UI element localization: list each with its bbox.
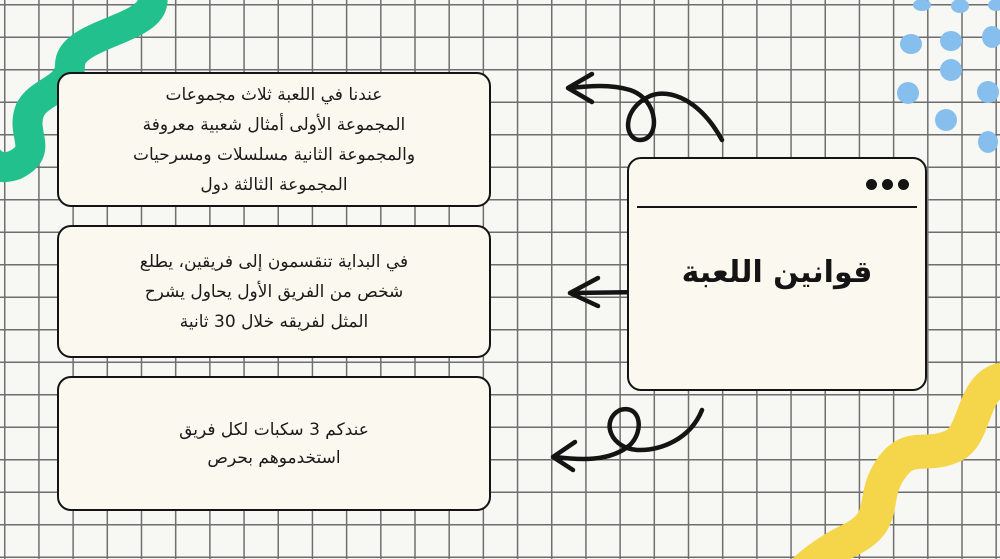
rule-text-skips: عندكم 3 سكبات لكل فريق استخدموهم بحرص (179, 419, 369, 468)
yellow-squiggle-decoration (800, 379, 1000, 559)
rule-card-groups (57, 72, 491, 207)
straight-arrow-head (570, 278, 598, 306)
blue-dots-decoration (897, 0, 1000, 153)
rule-card-skips (57, 376, 491, 511)
window-dots-icon (866, 179, 909, 190)
window-dot (898, 179, 909, 190)
page-title: قوانين اللعبة (681, 255, 873, 290)
loop-arrow-icon-bottom (555, 409, 702, 459)
loop-arrow-head-bottom (553, 442, 575, 470)
title-window (627, 157, 927, 391)
rule-text-groups: عندنا في اللعبة ثلاث مجموعات المجموعة الأولى أمثال شعبية معروفة والمجموعة الثانية مسلسلات ومسرحيات المجموعة الثالثة دول (132, 84, 416, 195)
window-dot (866, 179, 877, 190)
loop-arrow-icon (570, 86, 722, 140)
rule-text-teams: في البداية تنقسمون إلى فريقين، يطلع شخص من الفريق الأول يحاول يشرح المثل لفريقه خلال 30 ثانية (139, 251, 409, 332)
window-dot (882, 179, 893, 190)
window-title-bar-divider (637, 206, 917, 208)
loop-arrow-head (568, 74, 592, 102)
rule-card-teams (57, 225, 491, 358)
